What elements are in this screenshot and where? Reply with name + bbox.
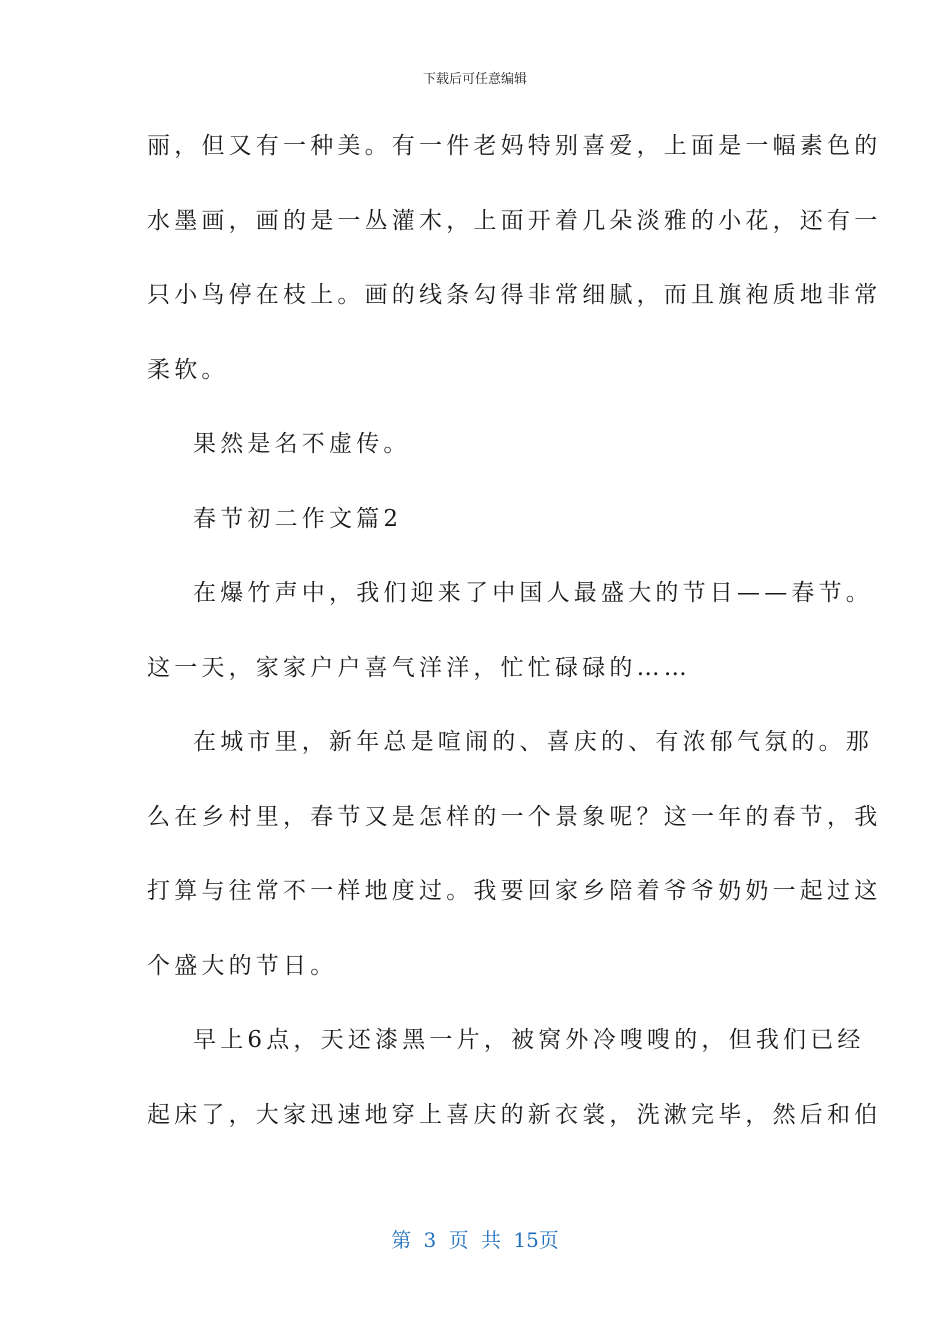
page-header: 下载后可任意编辑 bbox=[422, 72, 527, 87]
text-line: 在爆竹声中，我们迎来了中国人最盛大的节日——春节。 bbox=[193, 580, 873, 606]
text-line: 早上6点，天还漆黑一片，被窝外冷嗖嗖的，但我们已经 bbox=[193, 1027, 865, 1053]
text-line: 打算与往常不一样地度过。我要回家乡陪着爷爷奶奶一起过这 bbox=[147, 878, 882, 904]
text-line: 这一天，家家户户喜气洋洋，忙忙碌碌的…… bbox=[147, 654, 691, 681]
text-line: 在城市里，新年总是喧闹的、喜庆的、有浓郁气氛的。那 bbox=[193, 729, 873, 755]
text-line: 水墨画，画的是一丛灌木，上面开着几朵淡雅的小花，还有一 bbox=[147, 207, 882, 234]
text-line: 起床了，大家迅速地穿上喜庆的新衣裳，洗漱完毕，然后和伯 bbox=[147, 1101, 882, 1128]
text-line: 丽，但又有一种美。有一件老妈特别喜爱，上面是一幅素色的 bbox=[147, 133, 882, 159]
text-line: 么在乡村里，春节又是怎样的一个景象呢？这一年的春节，我 bbox=[147, 803, 882, 830]
text-line: 只小鸟停在枝上。画的线条勾得非常细腻，而且旗袍质地非常 bbox=[147, 282, 882, 308]
text-line: 个盛大的节日。 bbox=[147, 952, 338, 979]
section-heading: 春节初二作文篇2 bbox=[193, 505, 403, 532]
text-line: 柔软。 bbox=[147, 356, 229, 383]
text-line: 果然是名不虚传。 bbox=[193, 431, 411, 457]
body-text bbox=[147, 120, 882, 1163]
page-footer: 第 3 页 共 15页 bbox=[391, 1228, 559, 1252]
